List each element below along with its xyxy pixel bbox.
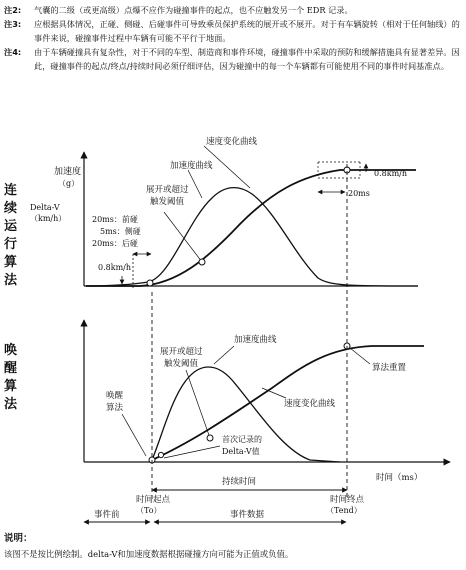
start-time-label: （To） <box>136 506 162 515</box>
pre-trigger-side: 5ms：侧碰 <box>100 227 141 236</box>
velocity-curve-label: 速度变化曲线 <box>284 399 336 409</box>
note-text: 应根据具体情况，正碰、侧碰、后碰事件可导致乘员保护系统的展开或不展开。对于有车辆旋转（相对于任何轴线）的事件来说，碰撞事件过程中车辆有可能不平行于地面。 <box>34 19 460 43</box>
note-tag: 注3: <box>4 19 22 29</box>
y-label-acc: 加速度 <box>54 167 82 177</box>
pre-trigger-rear: 20ms：后碰 <box>92 239 138 248</box>
pre-trigger-front: 20ms：前碰 <box>92 215 138 224</box>
acc-curve-label: 加速度曲线 <box>234 335 277 345</box>
pre-event-label: 事件前 <box>94 510 120 520</box>
leader-threshold <box>164 212 202 262</box>
algorithm-reset-label: 算法重置 <box>372 363 407 373</box>
start-point-marker <box>147 280 153 286</box>
leader-acc <box>188 170 202 198</box>
wakeup-label: 算法 <box>106 403 124 413</box>
end-threshold-label: 0.8km/h <box>374 169 408 178</box>
footer-note <box>4 530 462 560</box>
start-time-label: 时间起点 <box>136 495 171 505</box>
note-text: 气囊的二级（或更高级）点爆不应作为碰撞事件的起点，也不应触发另一个 EDR 记录。 <box>34 5 353 15</box>
side-label-char: 续 <box>4 201 18 216</box>
side-label-char: 算 <box>4 379 18 394</box>
time-axis-label: 时间（ms） <box>376 473 423 483</box>
leader-first-dv <box>164 446 220 458</box>
acceleration-curve <box>86 188 418 286</box>
side-label-char: 唤 <box>4 343 18 358</box>
deploy-threshold-label: 展开或超过 <box>160 347 203 357</box>
velocity-curve-label: 速度变化曲线 <box>206 137 258 147</box>
first-dv-label: 首次记录的 <box>222 435 262 444</box>
note-text: 由于车辆碰撞具有复杂性，对于不同的车型、制造商和事件环境，碰撞事件中采取的预防和缓解措施具有显著差异。因此，碰撞事件的起点/终点/持续时间必须仔细评估，因为碰撞中的每一个车辆都有可能使用不同的事件时间基准点。 <box>34 47 460 71</box>
first-dv-label: Delta-V值 <box>222 447 260 456</box>
deploy-threshold-label: 展开或超过 <box>146 185 189 195</box>
footer-title: 说明： <box>4 533 33 544</box>
note-tag: 注4: <box>4 47 22 57</box>
end-time-label: （Tend） <box>326 506 362 515</box>
duration-label: 持续时间 <box>222 477 257 487</box>
side-label-char: 连 <box>4 183 18 198</box>
first-dv-marker <box>158 452 163 457</box>
end-time-label: 时间终点 <box>330 495 365 505</box>
side-label-continuous <box>4 182 18 288</box>
threshold-point-marker <box>199 259 205 265</box>
footer-text: 该图不是按比例绘制。delta-V和加速度数据根据碰撞方向可能为正值或负值。 <box>4 549 294 559</box>
deploy-threshold-label: 触发阈值 <box>150 197 185 207</box>
threshold-point-marker <box>207 435 213 441</box>
side-label-char: 算 <box>4 255 18 270</box>
deploy-threshold-label: 触发阈值 <box>164 359 199 369</box>
side-label-char: 运 <box>4 219 18 234</box>
leader-reset <box>350 348 370 364</box>
bottom-panel <box>4 320 450 483</box>
y-label-acc-unit: （g） <box>58 179 80 188</box>
side-label-wakeup <box>4 342 18 412</box>
start-threshold-label: 0.8km/h <box>98 263 132 272</box>
side-label-char: 行 <box>4 237 18 252</box>
end-window-label: 20ms <box>348 189 370 198</box>
leader-wakeup <box>122 414 146 456</box>
top-panel <box>4 136 418 290</box>
wakeup-label: 唤醒 <box>106 391 124 401</box>
side-label-char: 法 <box>4 273 18 288</box>
note-tag: 注2: <box>4 5 22 15</box>
y-label-dv: Delta-V <box>30 203 60 212</box>
event-data-label: 事件数据 <box>230 510 265 520</box>
y-label-dv-unit: （km/h） <box>30 214 67 223</box>
side-label-char: 醒 <box>4 361 18 376</box>
acc-curve-label: 加速度曲线 <box>170 161 213 171</box>
side-label-char: 法 <box>4 397 18 412</box>
leader-acc <box>214 346 234 364</box>
leader-threshold <box>186 370 210 438</box>
